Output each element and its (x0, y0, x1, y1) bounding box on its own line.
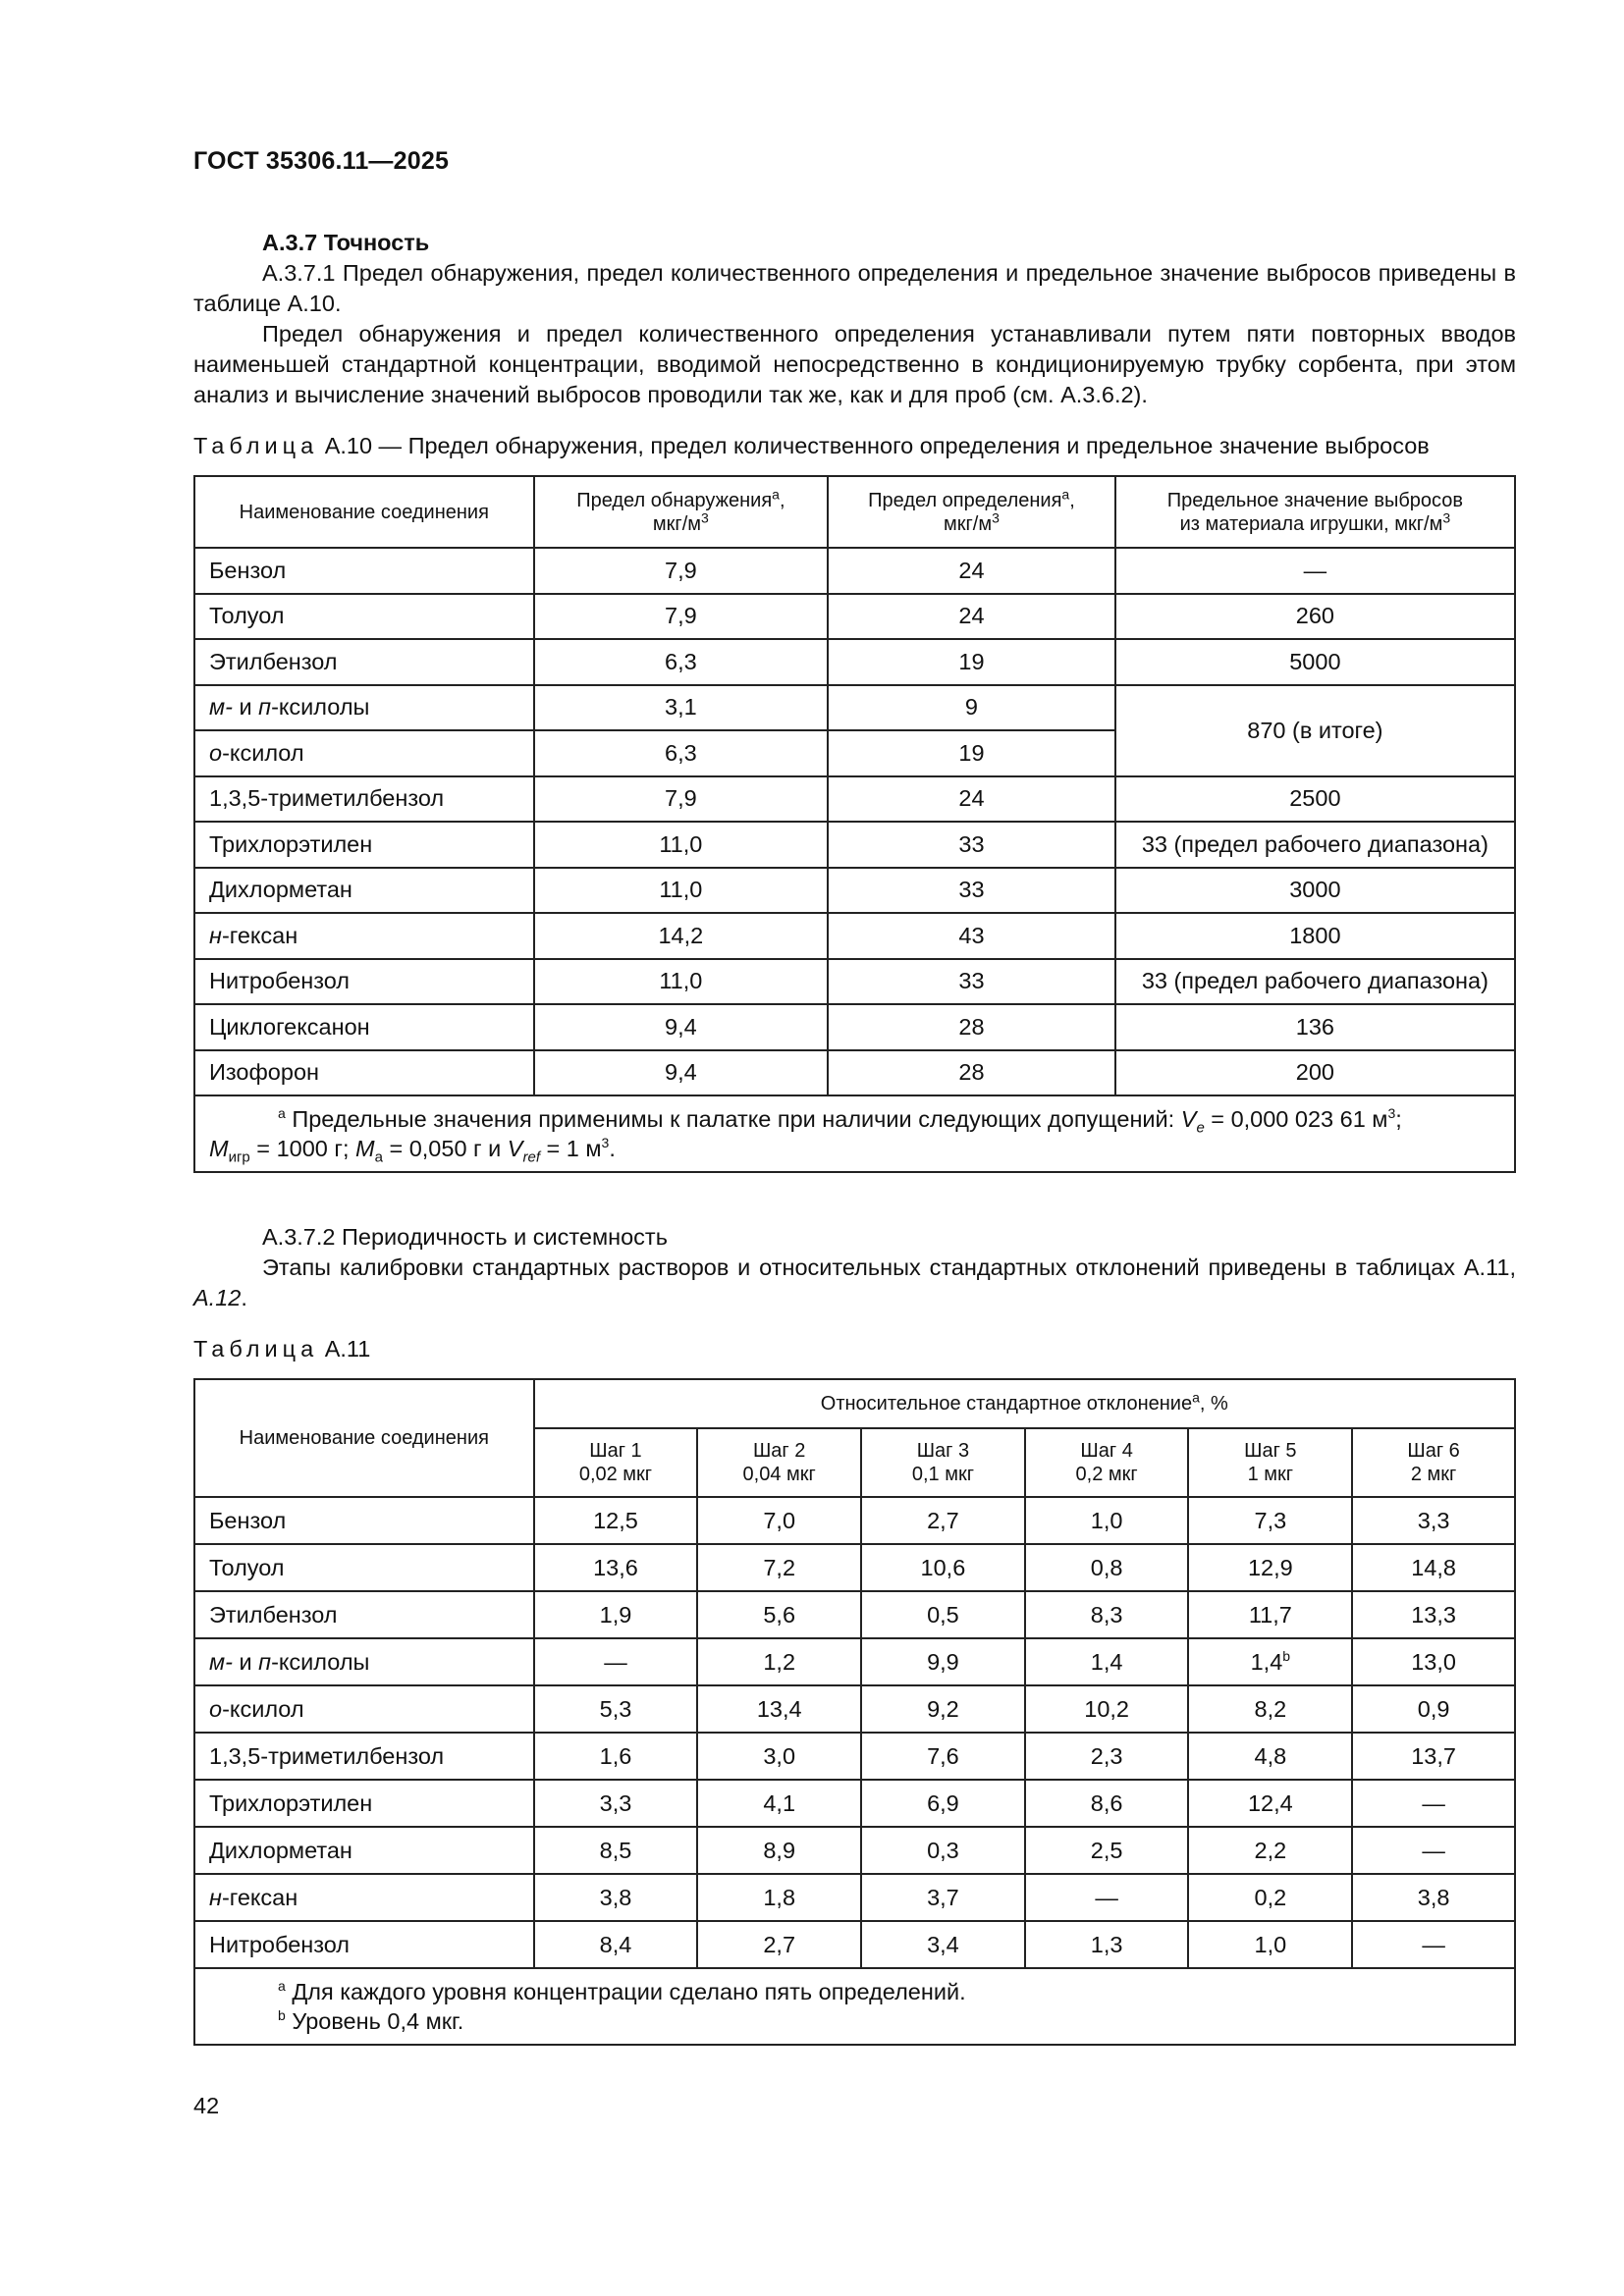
section-heading: А.3.7.2 Периодичность и системность (262, 1224, 668, 1250)
table-caption: Таблица А.11 (193, 1336, 371, 1362)
section-a37 (193, 228, 1516, 410)
document-header: ГОСТ 35306.11—2025 (193, 147, 450, 175)
section-heading: А.3.7 Точность (262, 230, 430, 255)
page-number: 42 (193, 2093, 220, 2118)
table-row: Дихлорметан 11,0 33 3000 (194, 868, 1515, 914)
table-row: Нитробензол 8,4 2,7 3,4 1,3 1,0 — (194, 1921, 1515, 1968)
table-footnote-row (194, 1095, 1515, 1172)
table-row: м- и п-ксилолы 3,1 9 870 (в итоге) (194, 685, 1515, 731)
table-footnote: $^a$ Для каждого уровня концентрации сделано пять определений. $^b$ Уровень 0,4 мкг. (194, 1968, 1515, 2045)
table-row: Этилбензол 1,9 5,6 0,5 8,3 11,7 13,3 (194, 1591, 1515, 1638)
column-header: Предел определения$^a$, мкг/$м^3$ (828, 476, 1115, 548)
table-row: Нитробензол 11,0 33 33 (предел рабочего диапазона) (194, 959, 1515, 1005)
table-footnote: $^a$ Предельные значения применимы к палатке при наличии следующих допущений: $V_e = 0,000$ 023 61 $м^3$; $M_{игр} = 1000$ г; $M_а = 0,050$ г и $V_{ref} = 1$ $м^3$. (194, 1095, 1515, 1172)
table-header-row (194, 1379, 1515, 1428)
table-a11 (193, 1378, 1516, 2046)
column-header: Шаг 6 2 мкг (1352, 1428, 1515, 1497)
table-row: Толуол 7,9 24 260 (194, 594, 1515, 640)
column-header: Наименование соединения (194, 1379, 534, 1497)
column-header: Шаг 2 0,04 мкг (697, 1428, 861, 1497)
table-row: 1,3,5-триметилбензол 1,6 3,0 7,6 2,3 4,8 13,7 (194, 1733, 1515, 1780)
table-row: Циклогексанон 9,4 28 136 (194, 1004, 1515, 1050)
paragraph: А.3.7.1 Предел обнаружения, предел количественного определения и предельное значение выбросов приведены в таблице А.10. (193, 260, 1516, 316)
table-row: Толуол 13,6 7,2 10,6 0,8 12,9 14,8 (194, 1544, 1515, 1591)
table-row: Дихлорметан 8,5 8,9 0,3 2,5 2,2 — (194, 1827, 1515, 1874)
table-row: Изофорон 9,4 28 200 (194, 1050, 1515, 1096)
column-header: Предельное значение выбросов из материала игрушки, мкг/$м^3$ (1115, 476, 1515, 548)
column-header: Шаг 4 0,2 мкг (1025, 1428, 1189, 1497)
table-row: м- и п-ксилолы — 1,2 9,9 1,4 1,4$^b$ 13,0 (194, 1638, 1515, 1685)
table-row: н-гексан 14,2 43 1800 (194, 913, 1515, 959)
table-row: н-гексан 3,8 1,8 3,7 — 0,2 3,8 (194, 1874, 1515, 1921)
section-a372 (193, 1222, 1516, 1313)
table-header-row (194, 476, 1515, 548)
table-row: 1,3,5-триметилбензол 7,9 24 2500 (194, 776, 1515, 823)
paragraph: Предел обнаружения и предел количественного определения устанавливали путем пяти повторных вводов наименьшей стандартной концентрации, вводимой непосредственно в кондиционируемую трубку сорбента, при этом анализ и вычисление значений выбросов проводили так же, как и для проб (см. А.3.6.2). (193, 321, 1516, 407)
paragraph: Этапы калибровки стандартных растворов и относительных стандартных отклонений приведены в таблицах А.11, А.12. (193, 1255, 1516, 1310)
column-header: Шаг 1 0,02 мкг (534, 1428, 698, 1497)
column-header: Наименование соединения (194, 476, 534, 548)
column-header: Предел обнаружения$^a$, мкг/$м^3$ (534, 476, 829, 548)
column-header: Шаг 5 1 мкг (1188, 1428, 1352, 1497)
table-row: Трихлорэтилен 3,3 4,1 6,9 8,6 12,4 — (194, 1780, 1515, 1827)
table-a10 (193, 475, 1516, 1173)
column-header: Шаг 3 0,1 мкг (861, 1428, 1025, 1497)
table-row: о-ксилол 5,3 13,4 9,2 10,2 8,2 0,9 (194, 1685, 1515, 1733)
column-group-header: Относительное стандартное отклонение$^a$, % (534, 1379, 1515, 1428)
table-row: Трихлорэтилен 11,0 33 33 (предел рабочего диапазона) (194, 822, 1515, 868)
table-row: Бензол 7,9 24 — (194, 548, 1515, 594)
table-footnote-row (194, 1968, 1515, 2045)
table-row: Этилбензол 6,3 19 5000 (194, 639, 1515, 685)
table-row: Бензол 12,5 7,0 2,7 1,0 7,3 3,3 (194, 1497, 1515, 1544)
table-caption: Таблица А.10 — Предел обнаружения, предел количественного определения и предельное значение выбросов (193, 433, 1430, 458)
table-row: о-ксилол 6,3 19 (194, 730, 1515, 776)
